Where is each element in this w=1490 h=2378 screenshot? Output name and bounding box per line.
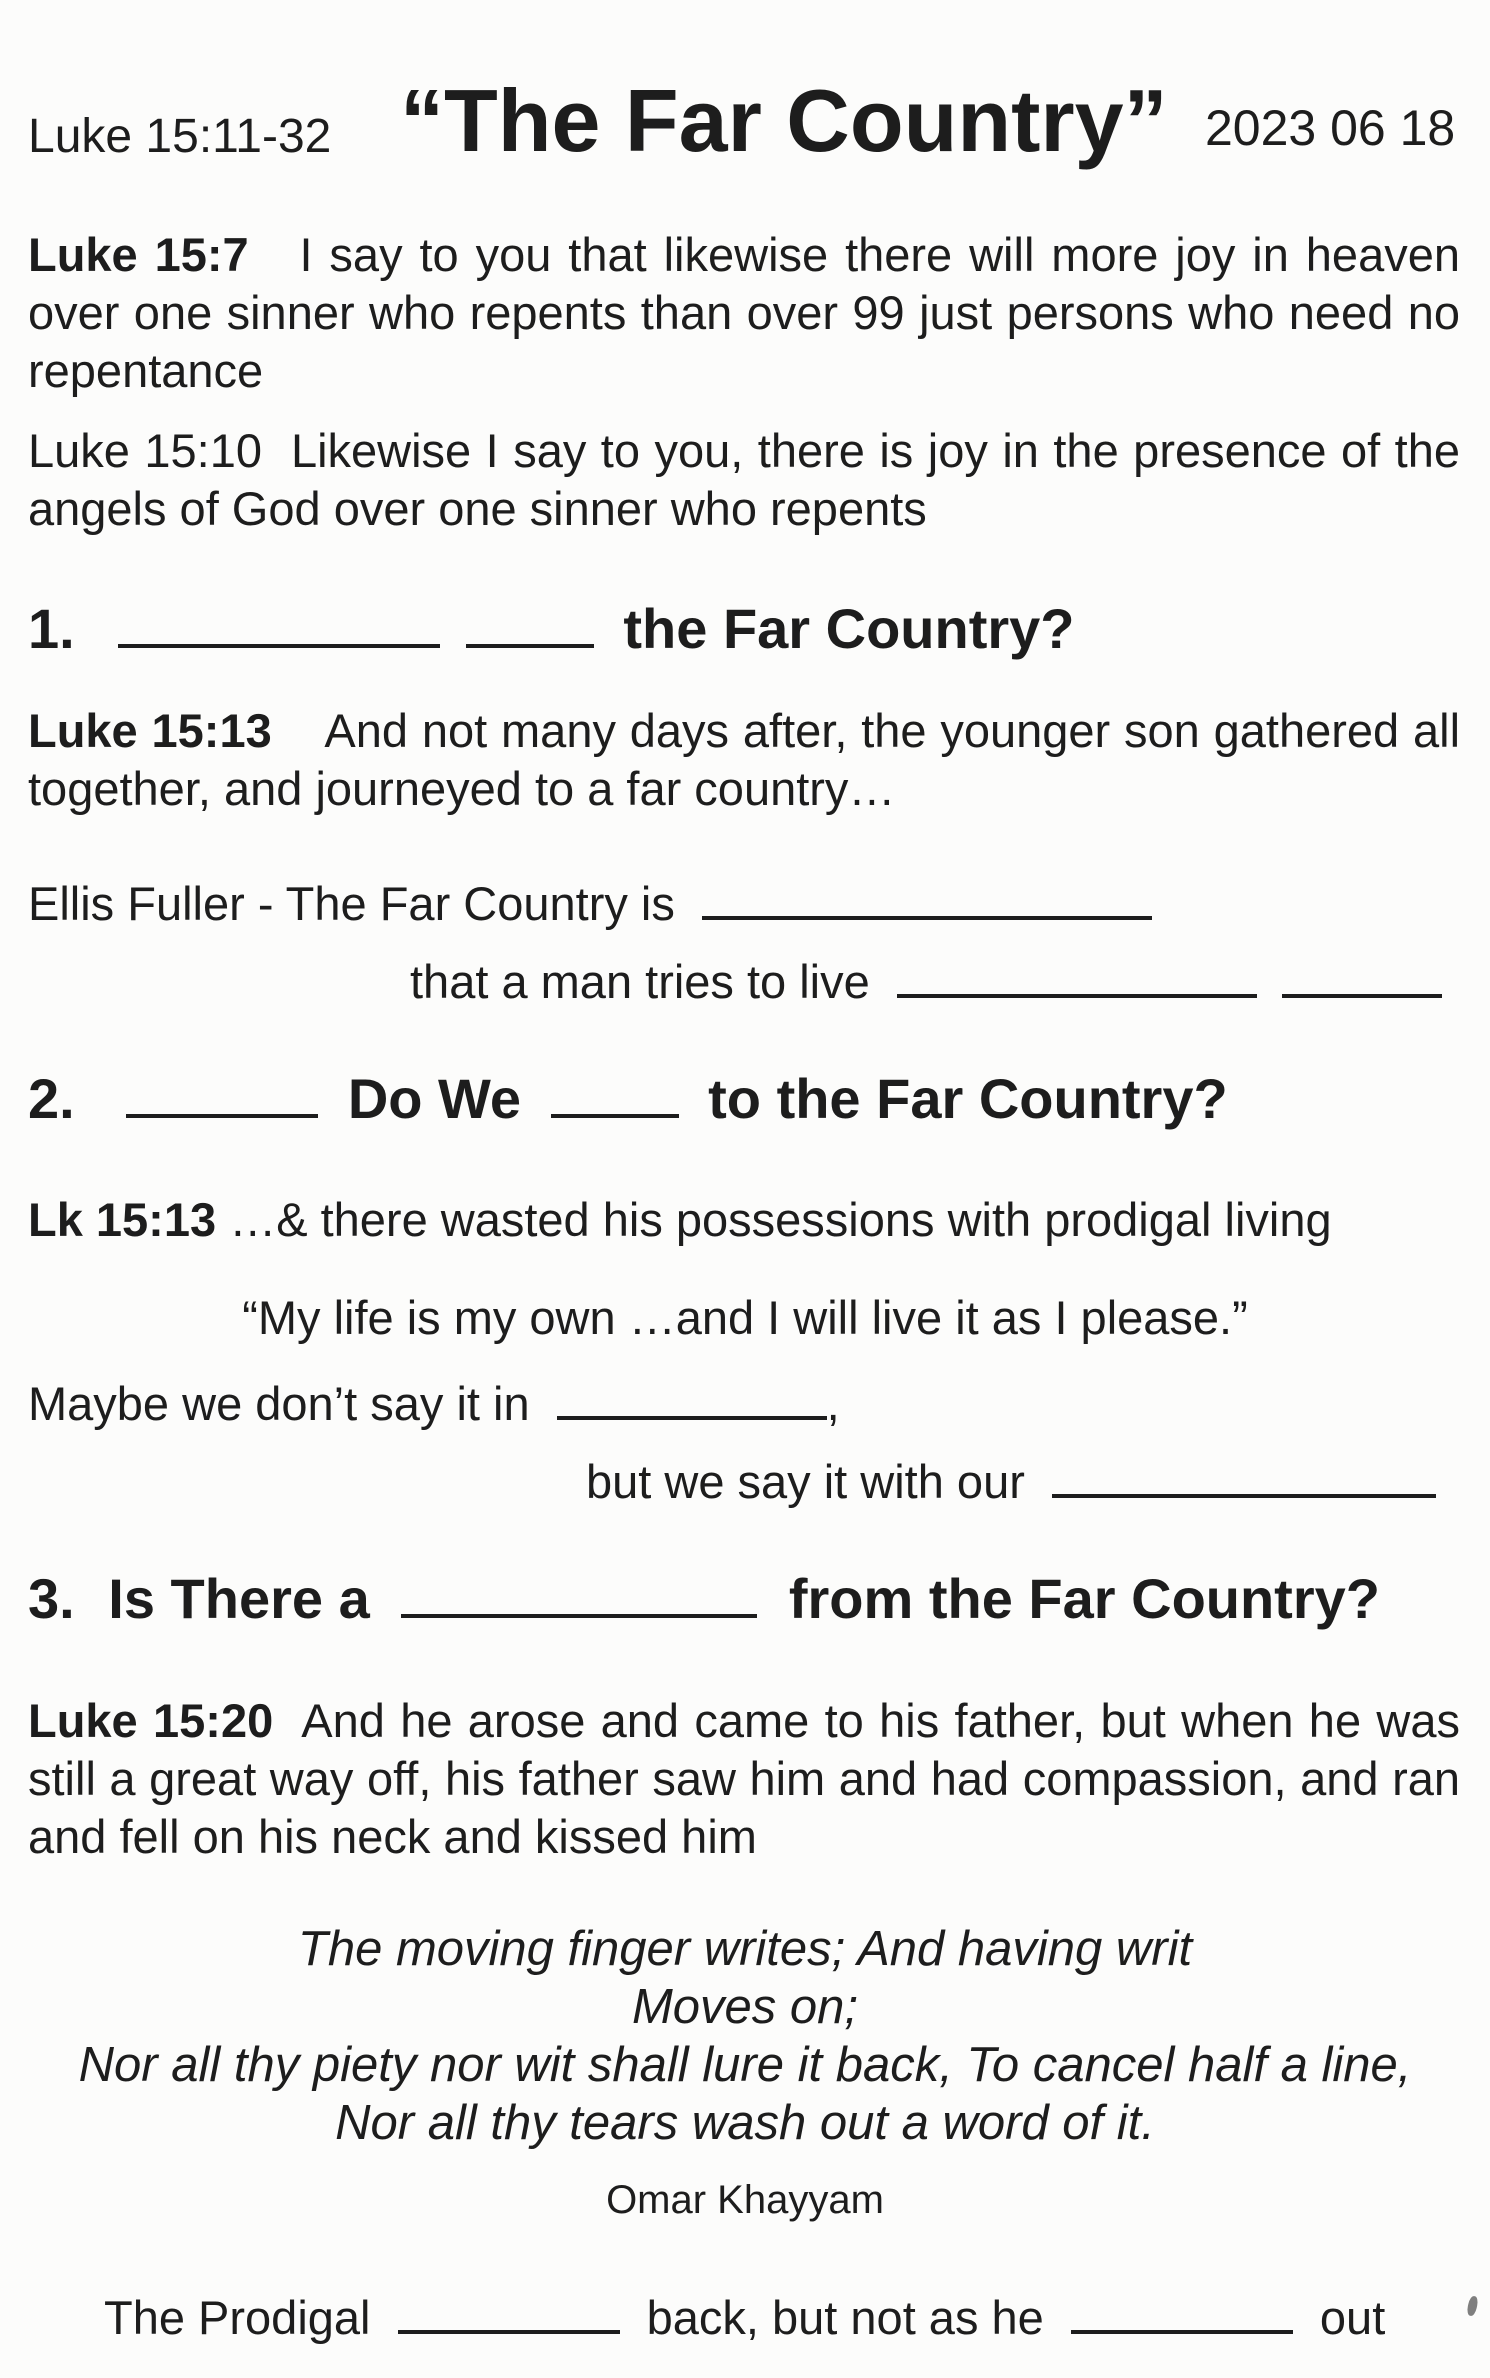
poem-line: Nor all thy tears wash out a word of it. — [335, 2096, 1155, 2150]
poem-line: Nor all thy piety nor wit shall lure it back, To cancel half a line, — [78, 2038, 1412, 2092]
point-text: the Far Country? — [623, 597, 1075, 660]
point-text: Do We — [347, 1067, 522, 1130]
closing-text: The Prodigal — [104, 2291, 371, 2344]
verse-text: And he arose and came to his father, but when he was still a great way off, his father saw him and had compassion, and ran and fell on his neck and kissed him — [28, 1694, 1460, 1863]
verse-reference: Luke 15:13 — [28, 704, 272, 757]
ellis-fuller-quote — [28, 876, 1152, 932]
point-text: from the Far Country? — [788, 1567, 1380, 1630]
point-number: 3. — [28, 1567, 75, 1630]
fill-in-blank[interactable] — [897, 994, 1257, 998]
verse-reference: Luke 15:7 — [28, 228, 249, 281]
comma: , — [826, 1377, 840, 1430]
point-text: to the Far Country? — [708, 1067, 1228, 1130]
fill-in-blank[interactable] — [1282, 994, 1442, 998]
point-3-heading — [28, 1566, 1380, 1631]
verse-text: I say to you that likewise there will more joy in heaven over one sinner who repents than over 99 just persons who need no repentance — [28, 228, 1460, 397]
intro-verse — [28, 422, 1460, 538]
verse-text: And not many days after, the younger son gathered all together, and journeyed to a far country… — [28, 704, 1461, 815]
verse-text: Likewise I say to you, there is joy in the presence of the angels of God over one sinner who repents — [28, 424, 1460, 535]
fill-in-blank[interactable] — [401, 1614, 757, 1618]
poem-line: Moves on; — [631, 1980, 859, 2034]
scripture-reference: Luke 15:11-32 — [28, 110, 332, 163]
fill-in-blank[interactable] — [557, 1416, 827, 1420]
point-3-verse — [28, 1692, 1460, 1866]
verse-reference: Luke 15:10 — [28, 424, 263, 477]
fill-in-blank[interactable] — [118, 644, 440, 648]
words-line — [28, 1376, 840, 1432]
ink-smudge — [1466, 2295, 1479, 2316]
ellis-fuller-quote-continued — [410, 954, 1442, 1010]
closing-text: back, but not as he — [646, 2291, 1044, 2344]
point-2-heading — [28, 1066, 1228, 1131]
poem-author: Omar Khayyam — [606, 2178, 884, 2222]
point-1-verse — [28, 702, 1460, 818]
closing-text: out — [1319, 2291, 1386, 2344]
fill-in-blank[interactable] — [551, 1114, 679, 1118]
quote-text: Ellis Fuller - The Far Country is — [28, 877, 675, 930]
point-2-verse — [28, 1192, 1332, 1248]
point-1-heading — [28, 596, 1075, 661]
fill-in-blank[interactable] — [126, 1114, 318, 1118]
quote-text: that a man tries to live — [410, 955, 870, 1008]
line-text: Maybe we don’t say it in — [28, 1377, 530, 1430]
fill-in-blank[interactable] — [702, 916, 1152, 920]
poem — [28, 1920, 1462, 2152]
poem-line: The moving finger writes; And having writ — [297, 1922, 1193, 1976]
intro-verse — [28, 226, 1460, 400]
sermon-date: 2023 06 18 — [1205, 100, 1456, 156]
point-number: 1. — [28, 597, 75, 660]
fill-in-blank[interactable] — [466, 644, 594, 648]
actions-line — [586, 1454, 1436, 1510]
fill-in-blank[interactable] — [398, 2330, 620, 2334]
closing-line — [104, 2290, 1385, 2346]
verse-reference: Luke 15:20 — [28, 1694, 274, 1747]
page-title: “The Far Country” — [400, 71, 1168, 170]
verse-text: …& there wasted his possessions with prodigal living — [229, 1193, 1332, 1246]
life-quote: “My life is my own …and I will live it as I please.” — [242, 1291, 1248, 1344]
line-text: but we say it with our — [586, 1455, 1025, 1508]
fill-in-blank[interactable] — [1071, 2330, 1293, 2334]
verse-reference: Lk 15:13 — [28, 1193, 217, 1246]
fill-in-blank[interactable] — [1052, 1494, 1436, 1498]
point-text: Is There a — [108, 1567, 370, 1630]
point-number: 2. — [28, 1067, 75, 1130]
